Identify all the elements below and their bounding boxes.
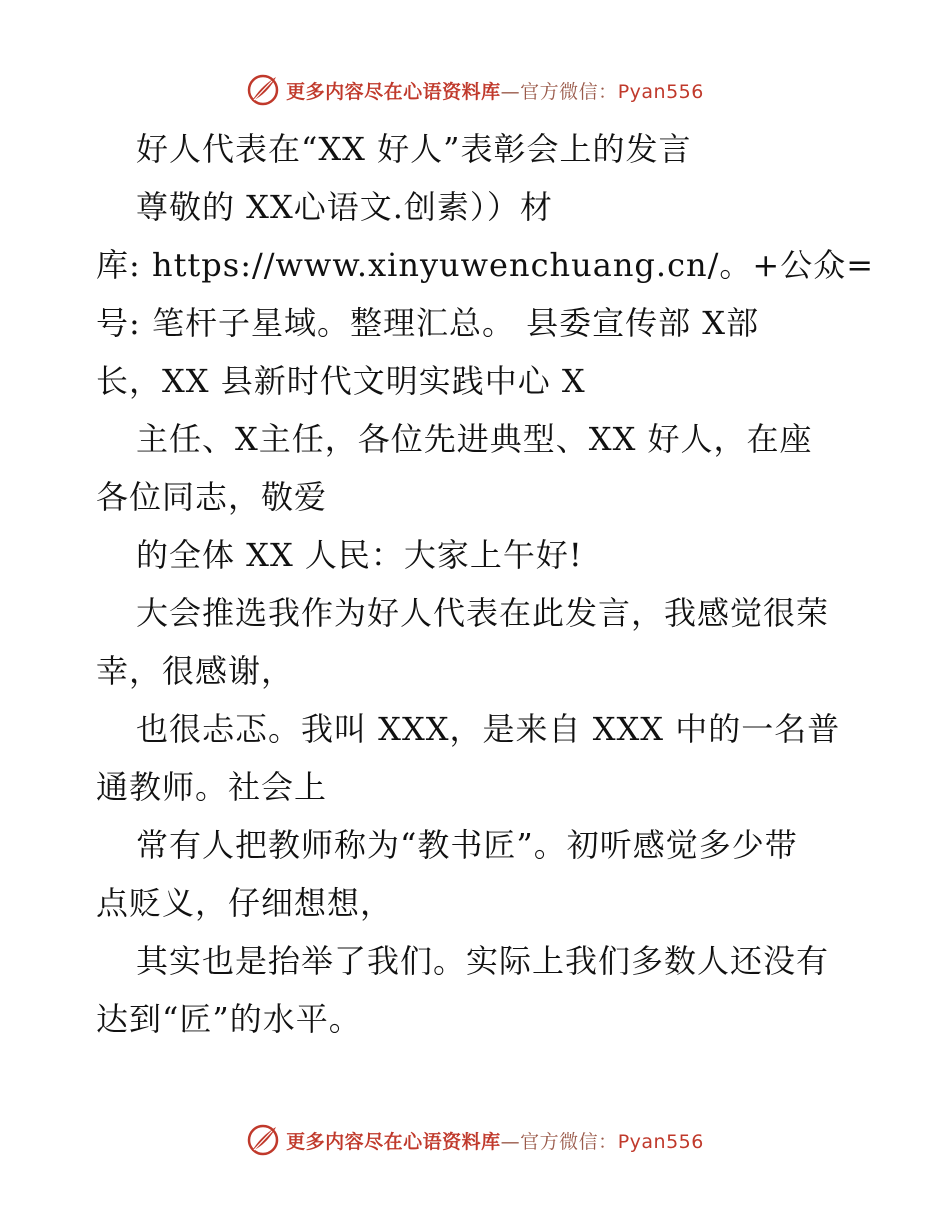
paragraph-line: 尊敬的 XX心语文.创素））材 <box>136 188 553 226</box>
paragraph-line: 的全体 XX 人民：大家上午好! <box>136 536 583 574</box>
header-watermark <box>0 70 950 110</box>
paragraph-line: 主任、X主任，各位先进典型、XX 好人，在座 <box>136 420 813 458</box>
paragraph-line: 库: https://www.xinyuwenchuang.cn/。+公众= <box>96 246 875 284</box>
paragraph-line: 达到“匠”的水平。 <box>96 1000 362 1038</box>
feather-pen-logo-icon <box>246 73 280 107</box>
footer-watermark <box>0 1120 950 1160</box>
paragraph-line: 也很忐忑。我叫 XXX，是来自 XXX 中的一名普 <box>136 710 841 748</box>
paragraph-line: 幸，很感谢， <box>96 652 295 690</box>
banner-tagline: 更多内容尽在心语资料库 <box>286 1130 501 1153</box>
banner-wechat-id: Pyan556 <box>617 80 704 103</box>
feather-pen-logo-icon <box>246 1123 280 1157</box>
paragraph-line: 各位同志，敬爱 <box>96 478 328 516</box>
document-title: 好人代表在“XX 好人”表彰会上的发言 <box>136 130 692 168</box>
banner-dash: — <box>500 80 521 103</box>
paragraph-line: 其实也是抬举了我们。实际上我们多数人还没有 <box>136 942 830 980</box>
banner-wechat-label: 官方微信： <box>520 80 618 103</box>
paragraph-line: 号: 笔杆子星域。整理汇总。 县委宣传部 X部 <box>96 304 760 342</box>
banner-wechat-label: 官方微信： <box>520 1130 618 1153</box>
paragraph-line: 点贬义，仔细想想， <box>96 884 394 922</box>
paragraph-line: 常有人把教师称为“教书匠”。初听感觉多少带 <box>136 826 798 864</box>
banner-dash: — <box>500 1130 521 1153</box>
banner-tagline: 更多内容尽在心语资料库 <box>286 80 501 103</box>
paragraph-line: 大会推选我作为好人代表在此发言，我感觉很荣 <box>136 594 830 632</box>
banner-wechat-id: Pyan556 <box>617 1130 704 1153</box>
document-body <box>96 120 875 1048</box>
paragraph-line: 长，XX 县新时代文明实践中心 X <box>96 362 586 400</box>
paragraph-line: 通教师。社会上 <box>96 768 328 806</box>
